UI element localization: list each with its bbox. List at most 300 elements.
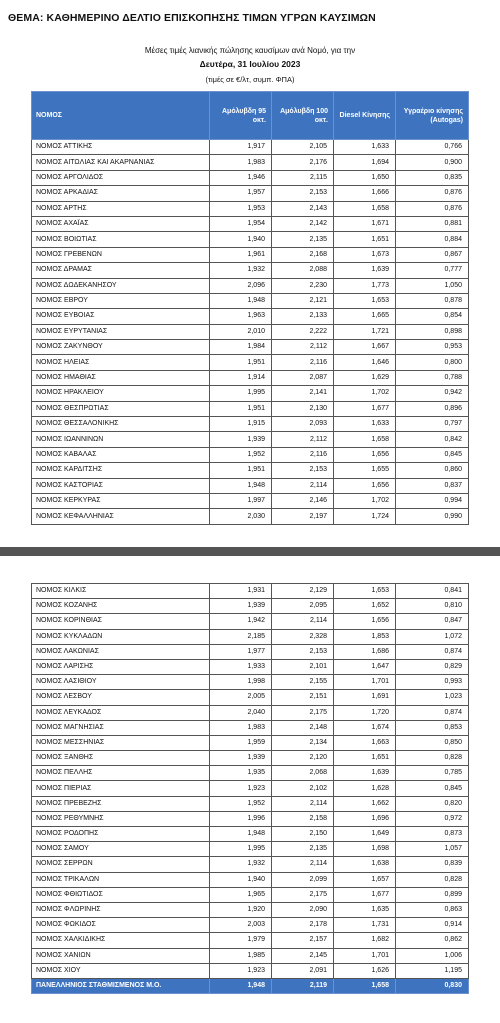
table-row [32, 842, 469, 857]
lpg-cell: 0,845 [396, 447, 469, 462]
a95-cell: 1,953 [210, 201, 272, 216]
a95-cell: 1,995 [210, 842, 272, 857]
report-date: Δευτέρα, 31 Ιουλίου 2023 [199, 59, 301, 69]
nomos-cell: ΝΟΜΟΣ ΜΕΣΣΗΝΙΑΣ [32, 735, 210, 750]
table-row [32, 232, 469, 247]
table-row [32, 811, 469, 826]
a95-cell: 1,935 [210, 766, 272, 781]
a95-cell: 1,946 [210, 170, 272, 185]
diesel-cell: 1,701 [334, 675, 396, 690]
total-diesel-cell: 1,658 [334, 978, 396, 993]
diesel-cell: 1,658 [334, 432, 396, 447]
a100-cell: 2,112 [272, 340, 334, 355]
nomos-cell: ΝΟΜΟΣ ΠΡΕΒΕΖΗΣ [32, 796, 210, 811]
a100-cell: 2,088 [272, 263, 334, 278]
diesel-cell: 1,691 [334, 690, 396, 705]
lpg-cell: 0,884 [396, 232, 469, 247]
table-row [32, 247, 469, 262]
diesel-cell: 1,721 [334, 324, 396, 339]
nomos-cell: ΝΟΜΟΣ ΦΘΙΩΤΙΔΟΣ [32, 887, 210, 902]
lpg-cell: 0,860 [396, 463, 469, 478]
table-row [32, 170, 469, 185]
lpg-cell: 0,873 [396, 827, 469, 842]
table-row [32, 447, 469, 462]
table-row [32, 478, 469, 493]
lpg-cell: 0,854 [396, 309, 469, 324]
table-row [32, 186, 469, 201]
a95-cell: 1,995 [210, 386, 272, 401]
diesel-cell: 1,629 [334, 370, 396, 385]
nomos-cell: ΝΟΜΟΣ ΤΡΙΚΑΛΩΝ [32, 872, 210, 887]
nomos-cell: ΝΟΜΟΣ ΦΛΩΡΙΝΗΣ [32, 902, 210, 917]
a95-cell: 1,940 [210, 232, 272, 247]
lpg-cell: 0,876 [396, 201, 469, 216]
table-row [32, 766, 469, 781]
table-row [32, 140, 469, 155]
a100-cell: 2,101 [272, 659, 334, 674]
table-row [32, 216, 469, 231]
nomos-cell: ΝΟΜΟΣ ΛΑΣΙΘΙΟΥ [32, 675, 210, 690]
a100-cell: 2,099 [272, 872, 334, 887]
nomos-cell: ΝΟΜΟΣ ΧΙΟΥ [32, 963, 210, 978]
a100-cell: 2,120 [272, 751, 334, 766]
a95-cell: 1,977 [210, 644, 272, 659]
a95-cell: 1,915 [210, 417, 272, 432]
table-row [32, 493, 469, 508]
diesel-cell: 1,646 [334, 355, 396, 370]
a95-cell: 2,005 [210, 690, 272, 705]
a95-cell: 1,939 [210, 751, 272, 766]
nomos-cell: ΝΟΜΟΣ ΚΙΛΚΙΣ [32, 584, 210, 599]
a100-cell: 2,116 [272, 447, 334, 462]
nomos-cell: ΝΟΜΟΣ ΔΩΔΕΚΑΝΗΣΟΥ [32, 278, 210, 293]
a100-cell: 2,145 [272, 948, 334, 963]
table-row [32, 872, 469, 887]
a100-cell: 2,150 [272, 827, 334, 842]
lpg-cell: 0,828 [396, 872, 469, 887]
lpg-cell: 0,972 [396, 811, 469, 826]
a100-cell: 2,068 [272, 766, 334, 781]
a100-cell: 2,102 [272, 781, 334, 796]
a100-cell: 2,121 [272, 293, 334, 308]
nomos-cell: ΝΟΜΟΣ ΚΕΡΚΥΡΑΣ [32, 493, 210, 508]
nomos-cell: ΝΟΜΟΣ ΧΑΛΚΙΔΙΚΗΣ [32, 933, 210, 948]
nomos-cell: ΝΟΜΟΣ ΔΡΑΜΑΣ [32, 263, 210, 278]
a95-cell: 1,948 [210, 827, 272, 842]
diesel-cell: 1,656 [334, 447, 396, 462]
diesel-cell: 1,773 [334, 278, 396, 293]
nomos-cell: ΝΟΜΟΣ ΡΟΔΟΠΗΣ [32, 827, 210, 842]
a95-cell: 1,940 [210, 872, 272, 887]
a100-cell: 2,157 [272, 933, 334, 948]
table-row [32, 735, 469, 750]
nomos-cell: ΝΟΜΟΣ ΘΕΣΣΑΛΟΝΙΚΗΣ [32, 417, 210, 432]
a95-cell: 1,933 [210, 659, 272, 674]
nomos-cell: ΝΟΜΟΣ ΞΑΝΘΗΣ [32, 751, 210, 766]
table-row [32, 933, 469, 948]
nomos-cell: ΝΟΜΟΣ ΗΜΑΘΙΑΣ [32, 370, 210, 385]
table-row [32, 324, 469, 339]
diesel-cell: 1,649 [334, 827, 396, 842]
diesel-cell: 1,702 [334, 493, 396, 508]
diesel-cell: 1,663 [334, 735, 396, 750]
table-row [32, 201, 469, 216]
a100-cell: 2,168 [272, 247, 334, 262]
nomos-cell: ΝΟΜΟΣ ΑΡΚΑΔΙΑΣ [32, 186, 210, 201]
a95-cell: 1,983 [210, 155, 272, 170]
diesel-cell: 1,696 [334, 811, 396, 826]
diesel-cell: 1,635 [334, 902, 396, 917]
lpg-cell: 1,057 [396, 842, 469, 857]
table-row [32, 386, 469, 401]
diesel-cell: 1,682 [334, 933, 396, 948]
table-row [32, 293, 469, 308]
a95-cell: 2,003 [210, 918, 272, 933]
table-row [32, 857, 469, 872]
table-row [32, 644, 469, 659]
table-row [32, 963, 469, 978]
diesel-cell: 1,626 [334, 963, 396, 978]
a100-cell: 2,134 [272, 735, 334, 750]
table-row [32, 355, 469, 370]
table-row [32, 278, 469, 293]
lpg-cell: 0,847 [396, 614, 469, 629]
a95-cell: 2,040 [210, 705, 272, 720]
a100-cell: 2,142 [272, 216, 334, 231]
diesel-cell: 1,653 [334, 584, 396, 599]
nomos-cell: ΝΟΜΟΣ ΑΧΑΪΑΣ [32, 216, 210, 231]
a95-cell: 1,984 [210, 340, 272, 355]
table-row [32, 509, 469, 524]
table-row [32, 887, 469, 902]
a95-cell: 1,983 [210, 720, 272, 735]
a100-cell: 2,176 [272, 155, 334, 170]
nomos-cell: ΝΟΜΟΣ ΚΑΡΔΙΤΣΗΣ [32, 463, 210, 478]
table-row [32, 417, 469, 432]
diesel-cell: 1,724 [334, 509, 396, 524]
table-header-row [32, 92, 469, 140]
a95-cell: 2,030 [210, 509, 272, 524]
table-row [32, 690, 469, 705]
table-row [32, 614, 469, 629]
a100-cell: 2,146 [272, 493, 334, 508]
diesel-cell: 1,633 [334, 417, 396, 432]
a95-cell: 1,931 [210, 584, 272, 599]
diesel-cell: 1,650 [334, 170, 396, 185]
nomos-cell: ΝΟΜΟΣ ΙΩΑΝΝΙΝΩΝ [32, 432, 210, 447]
a95-cell: 1,939 [210, 599, 272, 614]
a100-cell: 2,091 [272, 963, 334, 978]
table-row [32, 263, 469, 278]
diesel-cell: 1,662 [334, 796, 396, 811]
a95-cell: 1,917 [210, 140, 272, 155]
lpg-cell: 0,881 [396, 216, 469, 231]
subtitle: Μέσες τιμές λιανικής πώλησης καυσίμων ανά Νομό, για την [144, 46, 356, 55]
lpg-cell: 0,766 [396, 140, 469, 155]
nomos-cell: ΝΟΜΟΣ ΚΕΦΑΛΛΗΝΙΑΣ [32, 509, 210, 524]
table-row [32, 948, 469, 963]
a100-cell: 2,093 [272, 417, 334, 432]
nomos-cell: ΝΟΜΟΣ ΑΡΓΟΛΙΔΟΣ [32, 170, 210, 185]
a95-cell: 1,957 [210, 186, 272, 201]
a100-cell: 2,114 [272, 796, 334, 811]
diesel-cell: 1,633 [334, 140, 396, 155]
a100-cell: 2,087 [272, 370, 334, 385]
lpg-cell: 0,942 [396, 386, 469, 401]
diesel-cell: 1,686 [334, 644, 396, 659]
nomos-cell: ΝΟΜΟΣ ΚΑΣΤΟΡΙΑΣ [32, 478, 210, 493]
a100-cell: 2,114 [272, 614, 334, 629]
a100-cell: 2,105 [272, 140, 334, 155]
table-row [32, 720, 469, 735]
nomos-cell: ΝΟΜΟΣ ΕΥΡΥΤΑΝΙΑΣ [32, 324, 210, 339]
diesel-cell: 1,731 [334, 918, 396, 933]
a95-cell: 1,954 [210, 216, 272, 231]
nomos-cell: ΝΟΜΟΣ ΑΙΤΩΛΙΑΣ ΚΑΙ ΑΚΑΡΝΑΝΙΑΣ [32, 155, 210, 170]
table-row [32, 796, 469, 811]
a95-cell: 1,951 [210, 401, 272, 416]
total-a95-cell: 1,948 [210, 978, 272, 993]
document-topic: ΘΕΜΑ: ΚΑΘΗΜΕΡΙΝΟ ΔΕΛΤΙΟ ΕΠΙΣΚΟΠΗΣΗΣ ΤΙΜΩΝ ΥΓΡΩΝ ΚΑΥΣΙΜΩΝ [8, 12, 376, 24]
lpg-cell: 0,876 [396, 186, 469, 201]
nomos-cell: ΝΟΜΟΣ ΦΩΚΙΔΟΣ [32, 918, 210, 933]
a95-cell: 1,920 [210, 902, 272, 917]
lpg-cell: 0,797 [396, 417, 469, 432]
nomos-cell: ΝΟΜΟΣ ΑΡΤΗΣ [32, 201, 210, 216]
diesel-cell: 1,677 [334, 887, 396, 902]
table-row [32, 599, 469, 614]
a100-cell: 2,129 [272, 584, 334, 599]
lpg-cell: 0,874 [396, 644, 469, 659]
a95-cell: 2,010 [210, 324, 272, 339]
a100-cell: 2,222 [272, 324, 334, 339]
total-row [32, 978, 469, 993]
a95-cell: 1,952 [210, 796, 272, 811]
table-row [32, 584, 469, 599]
lpg-cell: 0,788 [396, 370, 469, 385]
diesel-cell: 1,673 [334, 247, 396, 262]
table-row [32, 370, 469, 385]
table-row [32, 675, 469, 690]
nomos-cell: ΝΟΜΟΣ ΜΑΓΝΗΣΙΑΣ [32, 720, 210, 735]
nomos-cell: ΝΟΜΟΣ ΗΛΕΙΑΣ [32, 355, 210, 370]
diesel-cell: 1,667 [334, 340, 396, 355]
page-separator [0, 547, 500, 556]
table-row [32, 629, 469, 644]
lpg-cell: 0,835 [396, 170, 469, 185]
nomos-cell: ΝΟΜΟΣ ΠΙΕΡΙΑΣ [32, 781, 210, 796]
a95-cell: 1,942 [210, 614, 272, 629]
lpg-cell: 0,993 [396, 675, 469, 690]
nomos-cell: ΝΟΜΟΣ ΕΥΒΟΙΑΣ [32, 309, 210, 324]
a95-cell: 1,951 [210, 463, 272, 478]
lpg-cell: 0,896 [396, 401, 469, 416]
diesel-cell: 1,651 [334, 751, 396, 766]
a100-cell: 2,116 [272, 355, 334, 370]
a95-cell: 1,952 [210, 447, 272, 462]
diesel-cell: 1,656 [334, 478, 396, 493]
a100-cell: 2,135 [272, 842, 334, 857]
lpg-cell: 1,006 [396, 948, 469, 963]
lpg-cell: 0,839 [396, 857, 469, 872]
a95-cell: 1,914 [210, 370, 272, 385]
column-header-a100: Αμόλυβδη 100 οκτ. [272, 92, 334, 140]
lpg-cell: 0,867 [396, 247, 469, 262]
lpg-cell: 0,990 [396, 509, 469, 524]
a95-cell: 1,965 [210, 887, 272, 902]
lpg-cell: 0,874 [396, 705, 469, 720]
lpg-cell: 0,845 [396, 781, 469, 796]
diesel-cell: 1,702 [334, 386, 396, 401]
lpg-cell: 0,820 [396, 796, 469, 811]
nomos-cell: ΝΟΜΟΣ ΧΑΝΙΩΝ [32, 948, 210, 963]
nomos-cell: ΝΟΜΟΣ ΖΑΚΥΝΘΟΥ [32, 340, 210, 355]
lpg-cell: 0,837 [396, 478, 469, 493]
table-row [32, 463, 469, 478]
nomos-cell: ΝΟΜΟΣ ΒΟΙΩΤΙΑΣ [32, 232, 210, 247]
lpg-cell: 0,829 [396, 659, 469, 674]
diesel-cell: 1,628 [334, 781, 396, 796]
table-row [32, 309, 469, 324]
a95-cell: 1,932 [210, 857, 272, 872]
table-row [32, 751, 469, 766]
diesel-cell: 1,647 [334, 659, 396, 674]
a95-cell: 1,923 [210, 963, 272, 978]
a100-cell: 2,135 [272, 232, 334, 247]
diesel-cell: 1,651 [334, 232, 396, 247]
a95-cell: 1,923 [210, 781, 272, 796]
lpg-cell: 1,023 [396, 690, 469, 705]
a95-cell: 1,951 [210, 355, 272, 370]
column-header-lpg: Υγραέριο κίνησης (Autogas) [396, 92, 469, 140]
lpg-cell: 0,914 [396, 918, 469, 933]
a100-cell: 2,153 [272, 644, 334, 659]
a95-cell: 2,185 [210, 629, 272, 644]
nomos-cell: ΝΟΜΟΣ ΚΟΖΑΝΗΣ [32, 599, 210, 614]
a100-cell: 2,153 [272, 186, 334, 201]
nomos-cell: ΝΟΜΟΣ ΛΑΡΙΣΗΣ [32, 659, 210, 674]
nomos-cell: ΝΟΜΟΣ ΛΕΣΒΟΥ [32, 690, 210, 705]
diesel-cell: 1,656 [334, 614, 396, 629]
a95-cell: 1,985 [210, 948, 272, 963]
lpg-cell: 0,853 [396, 720, 469, 735]
a100-cell: 2,090 [272, 902, 334, 917]
nomos-cell: ΝΟΜΟΣ ΑΤΤΙΚΗΣ [32, 140, 210, 155]
lpg-cell: 0,863 [396, 902, 469, 917]
nomos-cell: ΝΟΜΟΣ ΠΕΛΛΗΣ [32, 766, 210, 781]
diesel-cell: 1,853 [334, 629, 396, 644]
lpg-cell: 0,828 [396, 751, 469, 766]
lpg-cell: 0,777 [396, 263, 469, 278]
diesel-cell: 1,657 [334, 872, 396, 887]
diesel-cell: 1,658 [334, 201, 396, 216]
a100-cell: 2,130 [272, 401, 334, 416]
diesel-cell: 1,655 [334, 463, 396, 478]
lpg-cell: 0,900 [396, 155, 469, 170]
table-row [32, 902, 469, 917]
a100-cell: 2,328 [272, 629, 334, 644]
table-row [32, 659, 469, 674]
a100-cell: 2,151 [272, 690, 334, 705]
nomos-cell: ΝΟΜΟΣ ΛΕΥΚΑΔΟΣ [32, 705, 210, 720]
nomos-cell: ΝΟΜΟΣ ΚΥΚΛΑΔΩΝ [32, 629, 210, 644]
nomos-cell: ΝΟΜΟΣ ΛΑΚΩΝΙΑΣ [32, 644, 210, 659]
lpg-cell: 1,072 [396, 629, 469, 644]
a95-cell: 1,963 [210, 309, 272, 324]
column-header-diesel: Diesel Κίνησης [334, 92, 396, 140]
diesel-cell: 1,694 [334, 155, 396, 170]
diesel-cell: 1,653 [334, 293, 396, 308]
diesel-cell: 1,666 [334, 186, 396, 201]
a100-cell: 2,095 [272, 599, 334, 614]
diesel-cell: 1,674 [334, 720, 396, 735]
nomos-cell: ΝΟΜΟΣ ΗΡΑΚΛΕΙΟΥ [32, 386, 210, 401]
nomos-cell: ΝΟΜΟΣ ΚΑΒΑΛΑΣ [32, 447, 210, 462]
diesel-cell: 1,720 [334, 705, 396, 720]
diesel-cell: 1,671 [334, 216, 396, 231]
lpg-cell: 1,195 [396, 963, 469, 978]
diesel-cell: 1,665 [334, 309, 396, 324]
a95-cell: 1,979 [210, 933, 272, 948]
nomos-cell: ΝΟΜΟΣ ΚΟΡΙΝΘΙΑΣ [32, 614, 210, 629]
table-row [32, 827, 469, 842]
table-row [32, 155, 469, 170]
diesel-cell: 1,677 [334, 401, 396, 416]
a100-cell: 2,148 [272, 720, 334, 735]
total-lpg-cell: 0,830 [396, 978, 469, 993]
nomos-cell: ΝΟΜΟΣ ΓΡΕΒΕΝΩΝ [32, 247, 210, 262]
lpg-cell: 0,842 [396, 432, 469, 447]
a100-cell: 2,115 [272, 170, 334, 185]
a100-cell: 2,175 [272, 705, 334, 720]
diesel-cell: 1,638 [334, 857, 396, 872]
diesel-cell: 1,652 [334, 599, 396, 614]
diesel-cell: 1,701 [334, 948, 396, 963]
a100-cell: 2,155 [272, 675, 334, 690]
column-header-nomos: ΝΟΜΟΣ [32, 92, 210, 140]
a100-cell: 2,153 [272, 463, 334, 478]
lpg-cell: 0,953 [396, 340, 469, 355]
column-header-a95: Αμόλυβδη 95 οκτ. [210, 92, 272, 140]
units-note: (τιμές σε €/λτ, συμπ. ΦΠΑ) [205, 75, 295, 84]
a100-cell: 2,158 [272, 811, 334, 826]
nomos-cell: ΝΟΜΟΣ ΣΕΡΡΩΝ [32, 857, 210, 872]
a100-cell: 2,197 [272, 509, 334, 524]
a95-cell: 1,996 [210, 811, 272, 826]
table-row [32, 705, 469, 720]
a95-cell: 1,961 [210, 247, 272, 262]
a100-cell: 2,114 [272, 478, 334, 493]
lpg-cell: 0,899 [396, 887, 469, 902]
lpg-cell: 0,850 [396, 735, 469, 750]
lpg-cell: 0,841 [396, 584, 469, 599]
a100-cell: 2,112 [272, 432, 334, 447]
table-row [32, 781, 469, 796]
a100-cell: 2,143 [272, 201, 334, 216]
table-row [32, 432, 469, 447]
prices-table-part-1 [31, 91, 469, 525]
a95-cell: 1,998 [210, 675, 272, 690]
prices-table-part-2 [31, 583, 469, 994]
a100-cell: 2,114 [272, 857, 334, 872]
a100-cell: 2,141 [272, 386, 334, 401]
lpg-cell: 0,862 [396, 933, 469, 948]
a95-cell: 1,948 [210, 478, 272, 493]
a100-cell: 2,133 [272, 309, 334, 324]
nomos-cell: ΝΟΜΟΣ ΘΕΣΠΡΩΤΙΑΣ [32, 401, 210, 416]
total-a100-cell: 2,119 [272, 978, 334, 993]
a95-cell: 1,959 [210, 735, 272, 750]
